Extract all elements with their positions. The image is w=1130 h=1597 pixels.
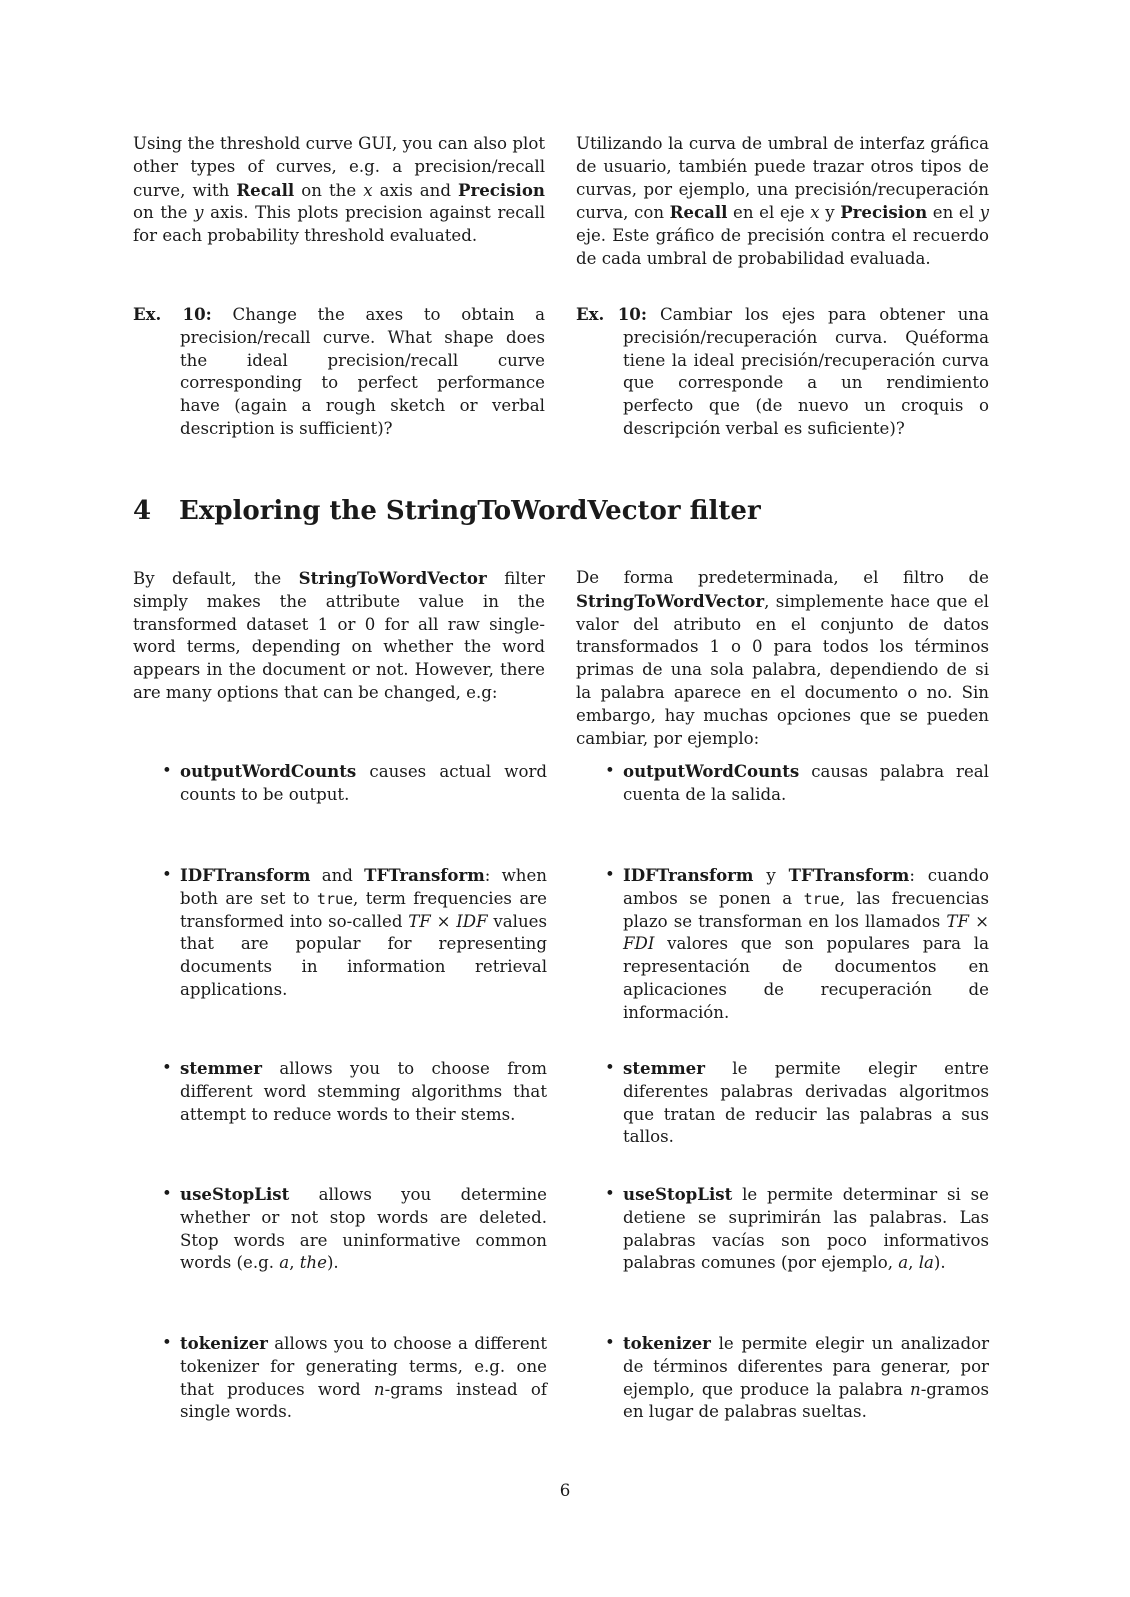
code-true: true [803,889,840,908]
term-precision: Precision [458,179,545,200]
term-precision: Precision [840,202,928,223]
text: By default, the [133,569,299,588]
bullet-tokenizer-en [162,1332,547,1424]
text: en el eje [727,203,811,223]
section-title: Exploring the StringToWordVector filter [179,496,761,526]
text: -grams instead of single words. [180,1379,547,1422]
exercise-label: Ex. 10: [576,304,647,324]
exercise-label: Ex. 10: [133,304,212,324]
text: le permite elegir entre diferentes palabras derivadas algoritmos que tratan de reducir las palabras a sus tallos. [623,1059,989,1147]
bullet-usestoplist-es [605,1183,989,1275]
text: axis. This plots precision against recall for each probability threshold evaluated. [133,203,545,246]
paragraph-stringtowordvector-en [133,567,545,705]
bullet-usestoplist-en [162,1183,547,1275]
page-number: 6 [559,1481,571,1500]
term: outputWordCounts [180,761,357,781]
bullet-idftransform-en [162,864,548,1002]
text: axis and [372,180,459,200]
bullet-icon: • [162,1058,172,1077]
term: IDFTransform [623,865,754,885]
term: TFTransform [364,865,485,885]
paragraph-threshold-curve-en [133,133,545,248]
exercise-10-en [133,303,545,441]
text: on the [294,180,364,200]
exercise-10-es [576,303,989,441]
math-x: x [810,203,820,223]
code-true: true [316,889,354,908]
term-recall: Recall [669,202,728,223]
section-number: 4 [133,496,152,526]
bullet-icon: • [605,865,615,884]
bullet-icon: • [162,1184,172,1203]
math-n: n [373,1379,385,1399]
text: Using the threshold curve GUI, you can also plot other types of curves, e.g. a precision/recall curve, with [133,134,545,200]
text: De forma predeterminada, el filtro de [576,568,989,587]
text: en el [927,203,980,223]
text: , [289,1253,300,1273]
text: Utilizando la curva de umbral de interfaz gráfica de usuario, también puede trazar otros tipos de curvas, por ejemplo, una precisión/recuperación curva, con [576,134,989,223]
text: on the [133,203,195,223]
text: , [908,1253,919,1273]
bullet-stemmer-es [605,1057,989,1149]
text: ). [933,1253,946,1273]
bullet-idftransform-es [605,864,989,1025]
math-tf-fdi: TF × FDI [623,911,989,954]
text: allows you determine whether or not stop words are deleted. Stop words are uninformative common words (e.g. [180,1185,547,1273]
term-recall: Recall [236,179,295,200]
paragraph-threshold-curve-es [576,133,989,271]
text: y [753,866,789,885]
bullet-icon: • [605,761,615,780]
term: outputWordCounts [623,761,800,781]
term: stemmer [623,1058,705,1078]
bullet-stemmer-en [162,1057,547,1126]
text: y [819,203,841,223]
example-word: a [898,1253,909,1273]
text: , simplemente hace que el valor del atributo en el conjunto de datos transformados 1 o 0 para todos los términos primas de una sola palabra, dependiendo de si la palabra aparece en el documento o no. Sin embargo, hay muchas opciones que se pueden cambiar, por ejemplo: [576,591,989,748]
math-n: n [910,1379,921,1399]
term-stringtowordvector: StringToWordVector [298,568,487,588]
text: le permite elegir un analizador de términos diferentes para generar, por ejemplo, que produce la palabra [623,1334,989,1399]
text: : when both are set to [180,866,547,908]
text: values that are popular for representing documents in information retrieval applications. [180,911,547,999]
math-y: y [194,203,204,223]
term: stemmer [180,1058,262,1078]
text: causes actual word counts to be output. [180,762,547,804]
text: , las frecuencias plazo se transforman en los llamados [623,888,989,931]
text: -gramos en lugar de palabras sueltas. [623,1379,989,1422]
bullet-icon: • [162,865,172,884]
bullet-icon: • [605,1058,615,1077]
text: filter simply makes the attribute value in the transformed dataset 1 or 0 for all raw single-word terms, depending on whether the word appears in the document or not. However, there are many options that can be changed, e.g: [133,569,545,702]
bullet-icon: • [605,1184,615,1203]
term-stringtowordvector: StringToWordVector [576,590,765,611]
math-x: x [363,180,373,200]
text: allows you to choose from different word stemming algorithms that attempt to reduce words to their stems. [180,1059,547,1124]
term: tokenizer [180,1333,268,1353]
text: eje. Este gráfico de precisión contra el recuerdo de cada umbral de probabilidad evaluada. [576,226,989,268]
text: causas palabra real cuenta de la salida. [623,762,989,804]
example-word: la [918,1253,934,1273]
term: useStopList [180,1184,290,1204]
text: allows you to choose a different tokenizer for generating terms, e.g. one that produces word [180,1334,547,1399]
text: , term frequencies are transformed into so-called [180,888,548,931]
bullet-tokenizer-es [605,1332,989,1424]
text: ). [326,1253,339,1273]
section-heading [133,496,761,526]
bullet-icon: • [605,1333,615,1352]
math-tf-idf: TF × IDF [408,911,488,931]
term: TFTransform [788,865,910,885]
term: tokenizer [623,1333,711,1353]
bullet-outputwordcounts-en [162,760,547,807]
bullet-icon: • [162,761,172,780]
text: valores que son populares para la representación de documentos en aplicaciones de recuperación de información. [623,934,989,1022]
term: useStopList [623,1184,733,1204]
bullet-outputwordcounts-es [605,760,989,807]
exercise-text: Cambiar los ejes para obtener una precisión/recuperación curva. Quéforma tiene la ideal precisión/recuperación curva que corresponde a un rendimiento perfecto que (de nuevo un croquis o descripción verbal es suficiente)? [623,305,990,438]
bullet-icon: • [162,1333,172,1352]
text: le permite determinar si se detiene se suprimirán las palabras. Las palabras vacías son poco informativos palabras comunes (por ejemplo, [623,1185,989,1273]
paragraph-stringtowordvector-es [576,567,989,750]
example-word: the [299,1253,327,1273]
text: : cuando ambos se ponen a [623,866,989,908]
term: IDFTransform [180,865,311,885]
math-y: y [979,203,989,223]
example-word: a [279,1253,290,1273]
text: and [310,866,365,885]
exercise-text: Change the axes to obtain a precision/recall curve. What shape does the ideal precision/recall curve corresponding to perfect performance have (again a rough sketch or verbal description is sufficient)? [180,305,546,438]
